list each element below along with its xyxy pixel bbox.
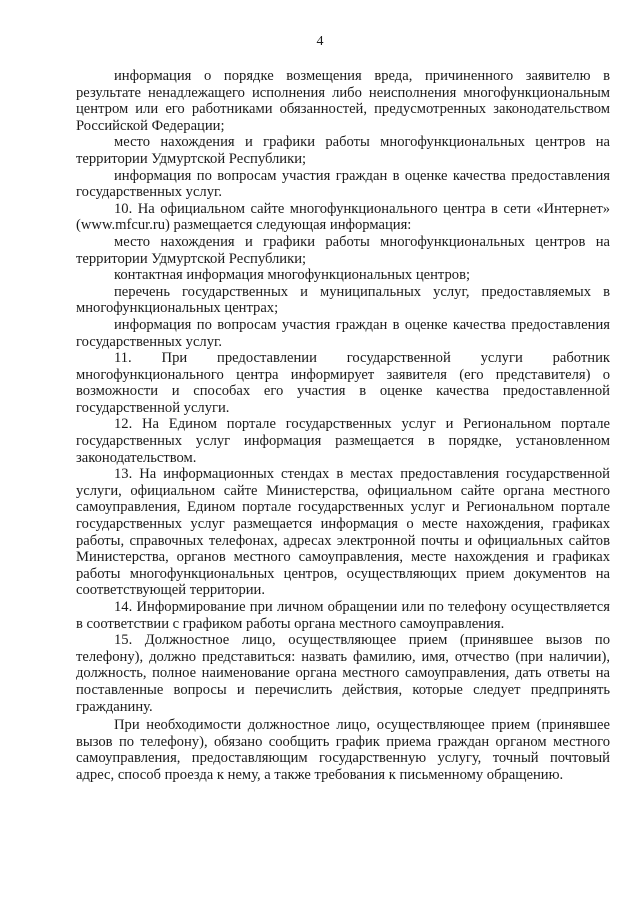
paragraph: 15. Должностное лицо, осуществляющее прием (принявшее вызов по телефону), должно представиться: назвать фамилию, имя, отчество (при наличии), должность, полное наименование органа местного самоуправления, дать ответы на поставленные вопросы и перечислить действия, которые следует предпринять гражданину. (76, 632, 610, 715)
paragraph: место нахождения и графики работы многофункциональных центров на территории Удмуртской Республики; (76, 233, 610, 267)
paragraph: 14. Информирование при личном обращении или по телефону осуществляется в соответствии с графиком работы органа местного самоуправления. (76, 599, 610, 632)
document-body (76, 68, 610, 784)
paragraph: 10. На официальном сайте многофункционального центра в сети «Интернет» (www.mfcur.ru) размещается следующая информация: (76, 200, 610, 234)
paragraph: При необходимости должностное лицо, осуществляющее прием (принявшее вызов по телефону), обязано сообщить график приема граждан органом местного самоуправления, предоставляющим государственную услугу, точный почтовый адрес, способ проезда к нему, а также требования к письменному обращению. (76, 717, 610, 783)
paragraph: 12. На Едином портале государственных услуг и Региональном портале государственных услуг информация размещается в порядке, установленном законодательством. (76, 416, 610, 466)
paragraph: перечень государственных и муниципальных услуг, предоставляемых в многофункциональных центрах; (76, 283, 610, 317)
page-number: 4 (316, 34, 324, 49)
paragraph: место нахождения и графики работы многофункциональных центров на территории Удмуртской Республики; (76, 134, 610, 167)
paragraph: контактная информация многофункциональных центров; (114, 267, 471, 284)
paragraph: информация по вопросам участия граждан в оценке качества предоставления государственных услуг. (76, 316, 610, 350)
paragraph: информация о порядке возмещения вреда, причиненного заявителю в результате ненадлежащего исполнения либо неисполнения многофункциональным центром или его работниками обязанностей, предусмотренных законодательством Российской Федерации; (76, 68, 610, 134)
paragraph: 13. На информационных стендах в местах предоставления государственной услуги, официальном сайте Министерства, официальном сайте органа местного самоуправления, Едином портале государственных услуг и Региональном портале государственных услуг размещается информация о месте нахождения, графиках работы, справочных телефонах, адресах электронной почты и официальных сайтов Министерства, органов местного самоуправления, месте нахождения и графиках работы многофункциональных центров, осуществляющих прием документов на соответствующей территории. (76, 466, 610, 599)
paragraph: информация по вопросам участия граждан в оценке качества предоставления государственных услуг. (76, 167, 610, 201)
paragraph: 11. При предоставлении государственной услуги работник многофункционального центра информирует заявителя (его представителя) о возможности и способах его участия в оценке качества предоставленной государственной услуги. (76, 350, 610, 416)
